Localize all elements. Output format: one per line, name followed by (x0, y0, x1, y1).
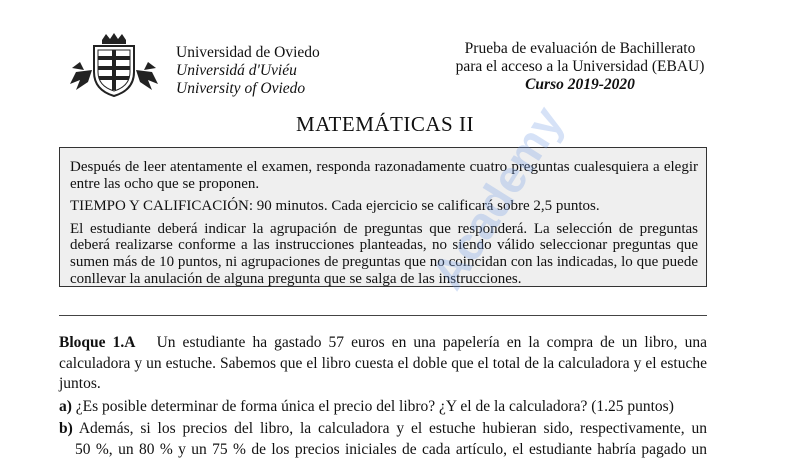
instructions-p3: El estudiante deberá indicar la agrupación de preguntas que responderá. La selección de preguntas deberá realizarse conforme a las instrucciones planteadas, no siendo válido seleccionar preguntas que sumen más de 10 puntos, ni agrupaciones de preguntas que no coincidan con las indicadas, lo que puede conllevar la anulación de alguna pregunta que se salga de las instrucciones. (70, 221, 698, 287)
divider (59, 315, 707, 316)
university-name-ast: Universidá d'Uviéu (176, 62, 320, 80)
question-text: Un estudiante ha gastado 57 euros en una papelería en la compra de un libro, una calculadora y un estuche. Sabemos que el libro cuesta el doble que el total de la calculadora y el estuche juntos. (59, 334, 707, 392)
instructions-p2: TIEMPO Y CALIFICACIÓN: 90 minutos. Cada ejercicio se calificará sobre 2,5 puntos. (70, 198, 698, 215)
exam-line-1: Prueba de evaluación de Bachillerato (430, 40, 730, 58)
question-block (59, 333, 707, 460)
item-a-label: a) (59, 398, 72, 415)
page-title: MATEMÁTICAS II (0, 112, 770, 137)
watermark: Academy (420, 97, 574, 299)
item-b-text: Además, si los precios del libro, la calculadora y el estuche hubieran sido, respectivamente, un (79, 420, 707, 437)
university-name-es: Universidad de Oviedo (176, 44, 320, 62)
question-label: Bloque 1.A (59, 334, 135, 351)
course-year: Curso 2019-2020 (430, 76, 730, 94)
university-name-en: University of Oviedo (176, 80, 320, 98)
instructions-box (59, 147, 707, 287)
item-a-text: ¿Es posible determinar de forma única el precio del libro? ¿Y el de la calculadora? (1.25 puntos) (76, 398, 674, 415)
question-item-a (59, 397, 707, 418)
exam-header (430, 40, 730, 94)
instructions-p1: Después de leer atentamente el examen, responda razonadamente cuatro preguntas cualesquiera a elegir entre las ocho que se proponen. (70, 159, 698, 192)
question-item-b (59, 419, 707, 440)
exam-line-2: para el acceso a la Universidad (EBAU) (430, 58, 730, 76)
item-b-continuation: 50 %, un 80 % y un 75 % de los precios iniciales de cada artículo, el estudiante habría pagado un (59, 440, 707, 460)
question-statement (59, 333, 707, 395)
item-b-label: b) (59, 420, 73, 437)
university-names (176, 44, 320, 98)
university-seal-icon (66, 32, 162, 98)
